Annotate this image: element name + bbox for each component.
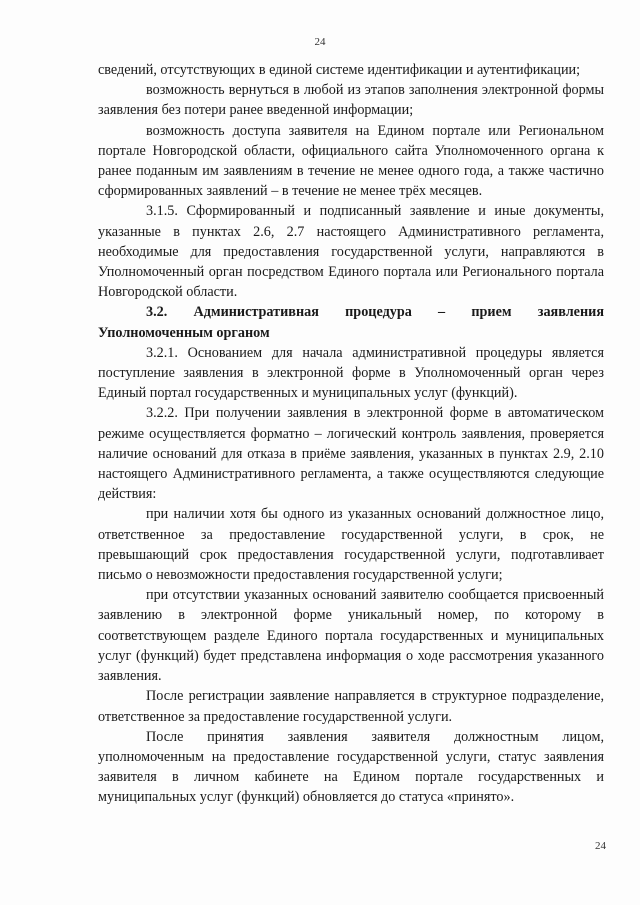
page-number-bottom: 24: [595, 840, 606, 852]
paragraph: при наличии хотя бы одного из указанных оснований должностное лицо, ответственное за предоставление государственной услуги, в срок, не превышающий срок предоставления государственной услуги, подготавливает письмо о невозможности предоставления государственной услуги;: [98, 506, 604, 584]
paragraph: сведений, отсутствующих в единой системе идентификации и аутентификации;: [98, 62, 581, 78]
paragraph: 3.1.5. Сформированный и подписанный заявление и иные документы, указанные в пунктах 2.6, 2.7 настоящего Административного регламента, необходимые для предоставления государственной услуги, направляются в Уполномоченный орган посредством Единого портала или Регионального портала Новгородской области.: [98, 203, 604, 301]
section-heading: 3.2. Административная процедура – прием заявления Уполномоченным органом: [98, 304, 604, 341]
document-body: [98, 60, 604, 808]
page-number-top: 24: [314, 36, 326, 48]
paragraph: После регистрации заявление направляется в структурное подразделение, ответственное за предоставление государственной услуги.: [98, 688, 604, 725]
paragraph: 3.2.2. При получении заявления в электронной форме в автоматическом режиме осуществляется форматно – логический контроль заявления, проверяется наличие оснований для отказа в приёме заявления, указанных в пунктах 2.9, 2.10 настоящего Административного регламента, а также осуществляются следующие действия:: [98, 405, 604, 503]
paragraph: После принятия заявления заявителя должностным лицом, уполномоченным на предоставление государственной услуги, статус заявления заявителя в личном кабинете на Едином портале государственных и муниципальных услуг (функций) обновляется до статуса «принято».: [98, 728, 604, 806]
paragraph: возможность доступа заявителя на Едином портале или Региональном портале Новгородской области, официального сайта Уполномоченного органа к ранее поданным им заявлениям в течение не менее одного года, а также частично сформированных заявлений – в течение не менее трёх месяцев.: [98, 122, 604, 200]
paragraph: при отсутствии указанных оснований заявителю сообщается присвоенный заявлению в электронной форме уникальный номер, по которому в соответствующем разделе Единого портала государственных и муниципальных услуг (функций) будет представлена информация о ходе рассмотрения указанного заявления.: [98, 587, 604, 685]
paragraph: 3.2.1. Основанием для начала административной процедуры является поступление заявления в электронной форме в Уполномоченный орган через Единый портал государственных и муниципальных услуг (функций).: [98, 344, 604, 402]
paragraph: возможность вернуться в любой из этапов заполнения электронной формы заявления без потери ранее введенной информации;: [98, 82, 604, 119]
